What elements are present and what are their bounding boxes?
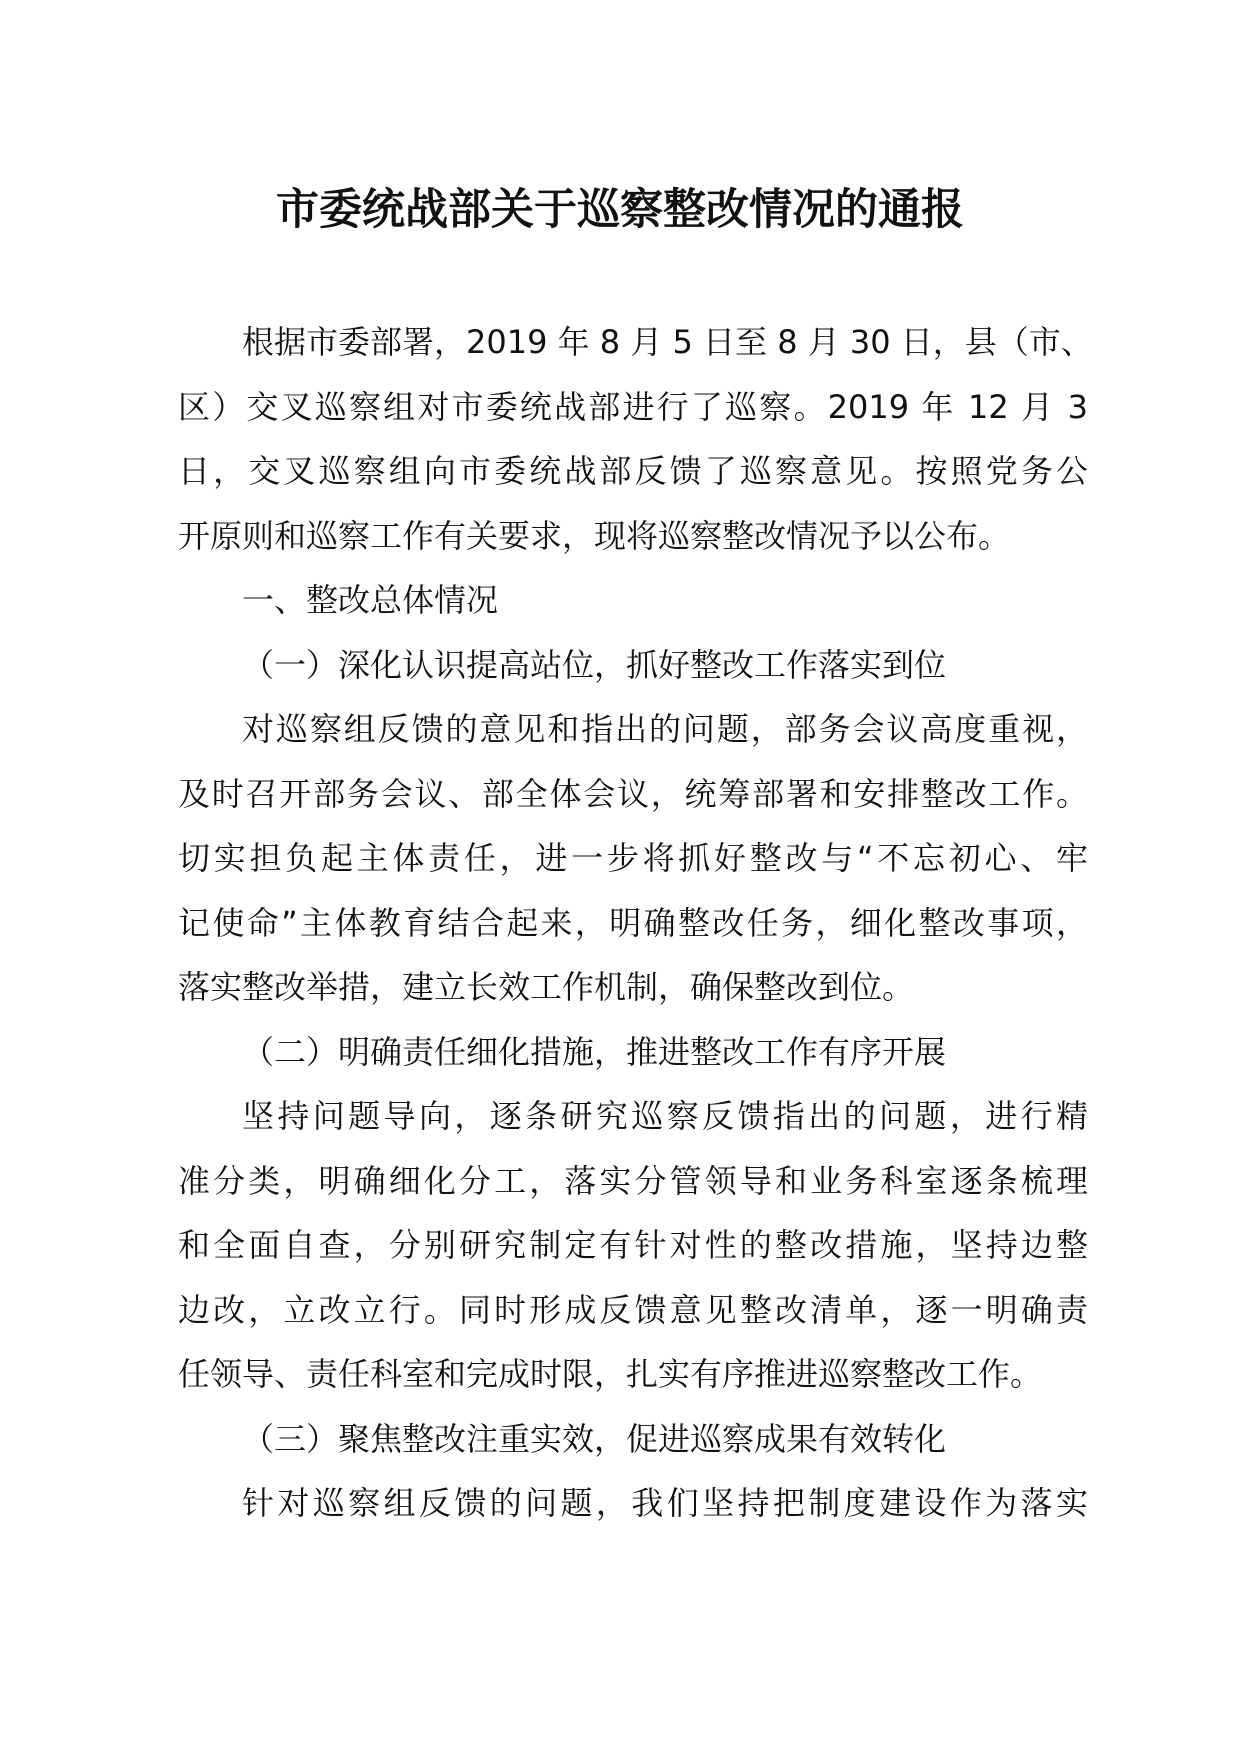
text-line: 和全面自查，分别研究制定有针对性的整改措施，坚持边整 [178,1226,1088,1264]
text-line: 切实担负起主体责任，进一步将抓好整改与“不忘初心、牢 [178,839,1088,877]
section-heading: 一、整改总体情况 [242,581,499,619]
text-line: 坚持问题导向，逐条研究巡察反馈指出的问题，进行精 [242,1097,1088,1135]
text-line: 记使命”主体教育结合起来，明确整改任务，细化整改事项， [178,903,1088,942]
text-line: 任领导、责任科室和完成时限，扎实有序推进巡察整改工作。 [178,1355,1043,1393]
subsection-heading: （三）聚焦整改注重实效，促进巡察成果有效转化 [242,1419,947,1458]
document-title: 市委统战部关于巡察整改情况的通报 [276,185,964,235]
text-line: 及时召开部务会议、部全体会议，统筹部署和安排整改工作。 [178,774,1088,813]
subsection-heading: （二）明确责任细化措施，推进整改工作有序开展 [242,1032,947,1071]
text-line: 边改，立改立行。同时形成反馈意见整改清单，逐一明确责 [178,1290,1088,1329]
document-body [178,310,1093,1536]
text-line: 区）交叉巡察组对市委统战部进行了巡察。2019 年 12 月 3 [178,387,1088,426]
text-line: 开原则和巡察工作有关要求，现将巡察整改情况予以公布。 [178,516,1011,555]
text-line: 针对巡察组反馈的问题，我们坚持把制度建设作为落实 [242,1484,1088,1522]
subsection-heading: （一）深化认识提高站位，抓好整改工作落实到位 [242,645,947,684]
text-line: 落实整改举措，建立长效工作机制，确保整改到位。 [178,968,915,1006]
text-line: 准分类，明确细化分工，落实分管领导和业务科室逐条梳理 [178,1161,1088,1200]
text-line: 日，交叉巡察组向市委统战部反馈了巡察意见。按照党务公 [178,452,1088,490]
text-line: 对巡察组反馈的意见和指出的问题，部务会议高度重视， [242,710,1088,748]
text-line: 根据市委部署，2019 年 8 月 5 日至 8 月 30 日，县（市、 [242,323,1093,361]
